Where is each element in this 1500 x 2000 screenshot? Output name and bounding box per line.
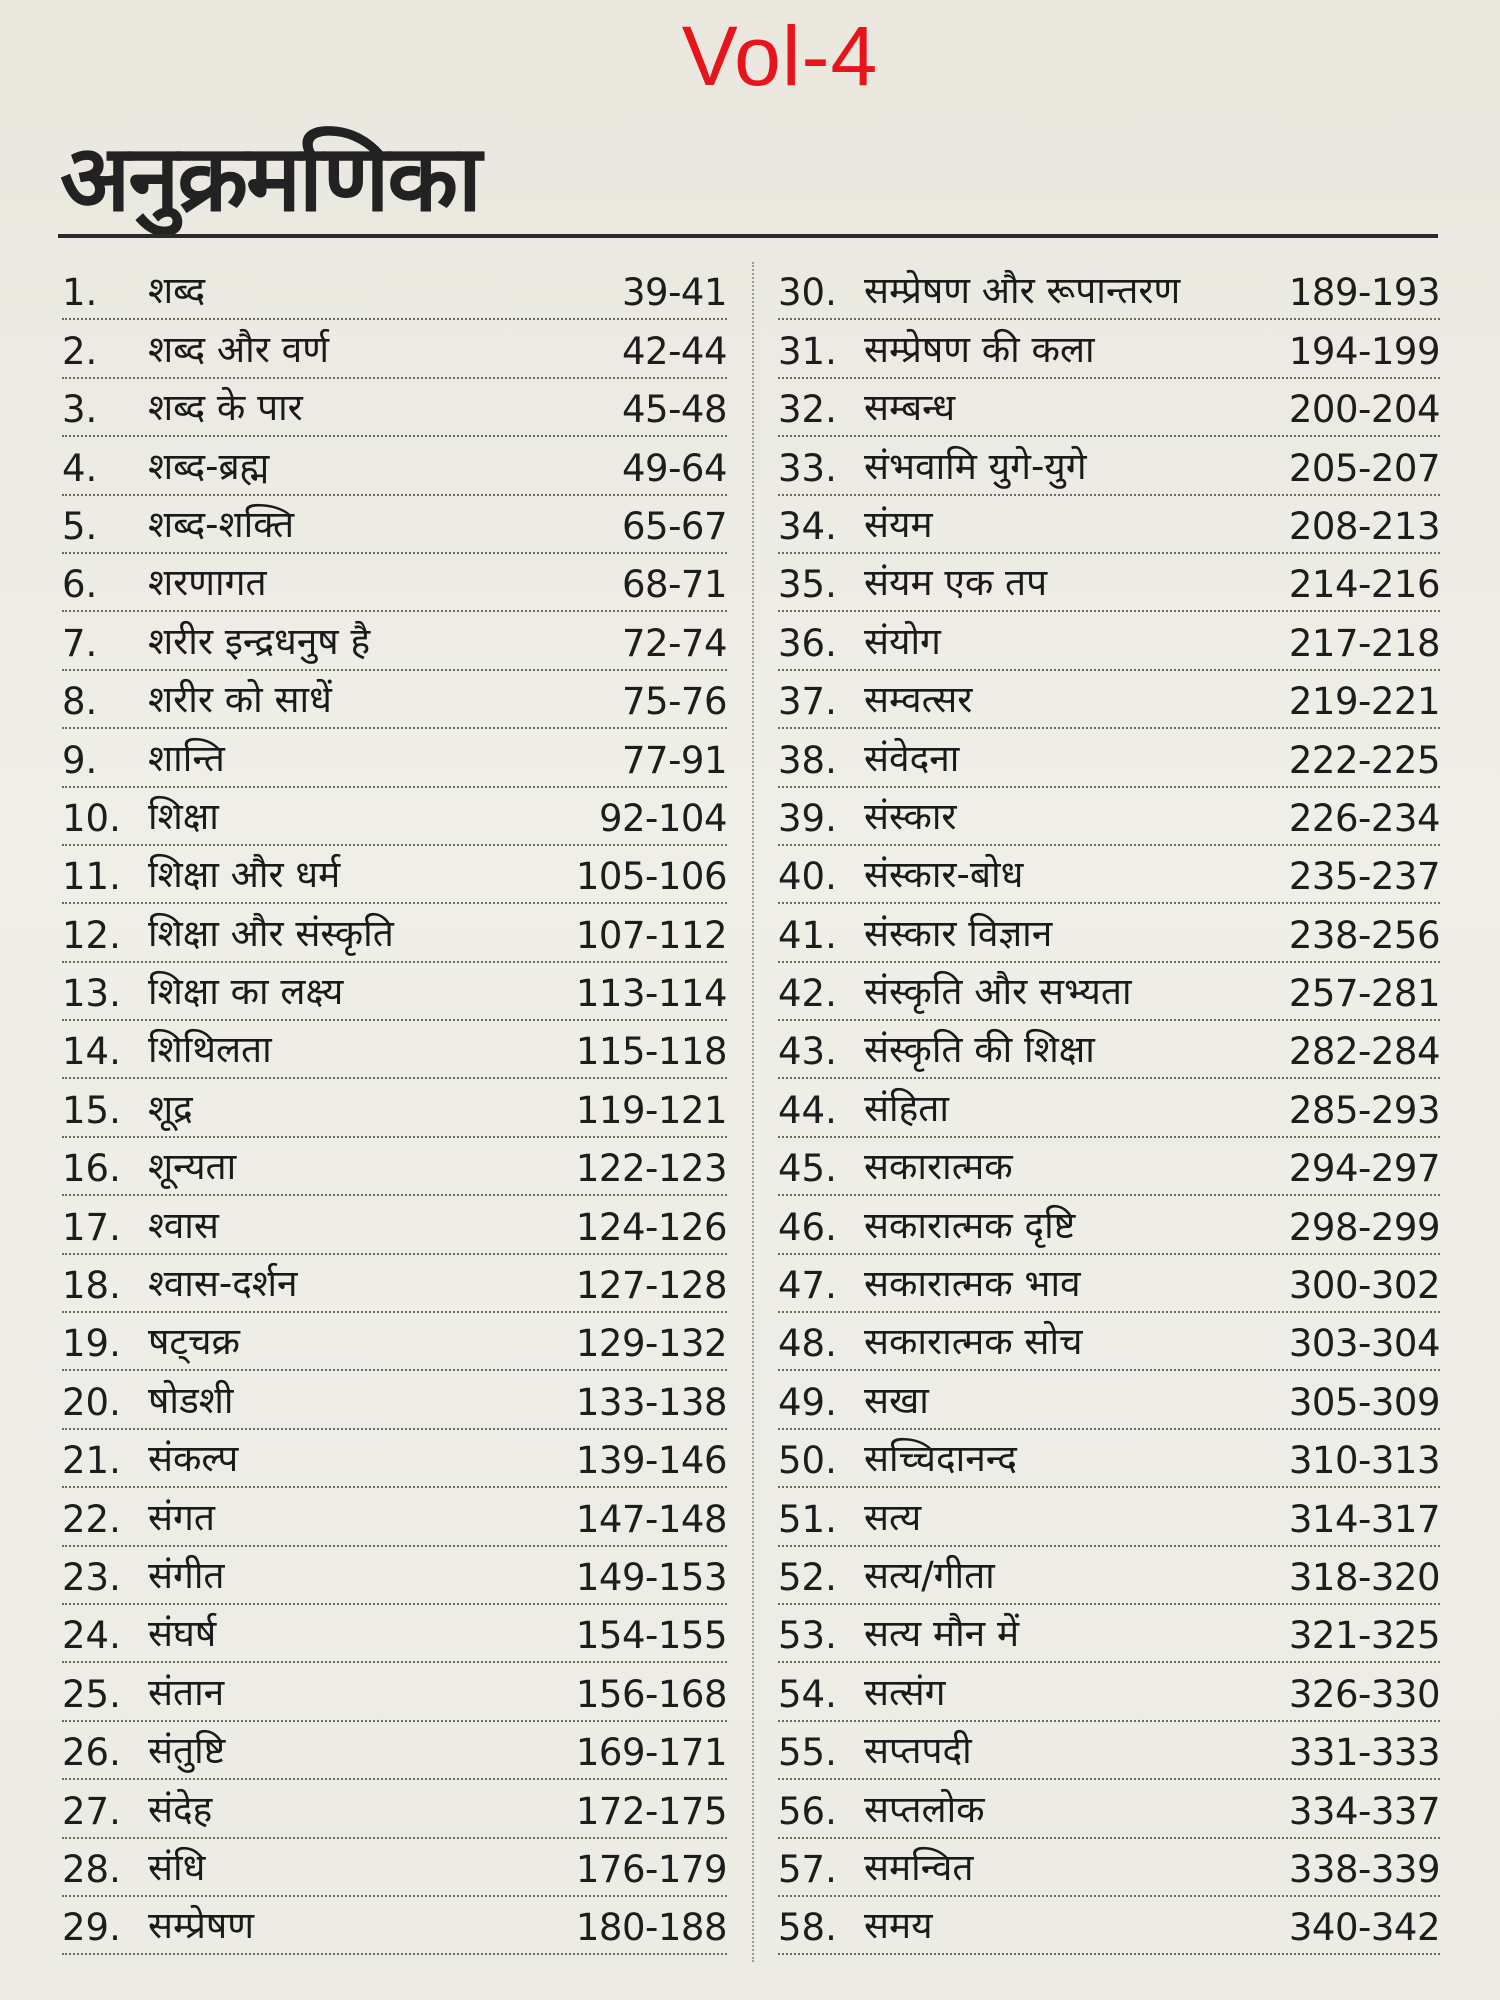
entry-title: संभवामि युगे-युगे (864, 444, 1087, 488)
entry-pages: 321-325 (1288, 1614, 1440, 1658)
index-entry (62, 1255, 727, 1313)
index-entry (62, 1313, 727, 1371)
index-entry (62, 1780, 727, 1838)
entry-number: 47. (778, 1264, 837, 1308)
entry-pages: 326-330 (1288, 1672, 1440, 1716)
entry-number: 39. (778, 796, 837, 840)
entry-pages: 282-284 (1288, 1030, 1440, 1074)
entry-pages: 222-225 (1288, 738, 1440, 782)
volume-label: Vol-4 (681, 9, 879, 103)
entry-number: 17. (62, 1205, 121, 1249)
entry-title: संस्कृति और सभ्यता (864, 970, 1132, 1014)
entry-title: शिक्षा (148, 794, 219, 838)
entry-title: शिक्षा और संस्कृति (148, 911, 394, 955)
entry-pages: 39-41 (621, 271, 727, 315)
entry-title: शिथिलता (148, 1028, 272, 1072)
entry-number: 13. (62, 972, 121, 1016)
index-entry (778, 1313, 1440, 1371)
entry-pages: 169-171 (575, 1731, 727, 1775)
index-entry (778, 1371, 1440, 1429)
entry-title: शब्द-ब्रह्म (148, 444, 270, 488)
index-column-left (62, 262, 727, 1955)
entry-pages: 205-207 (1288, 446, 1440, 490)
entry-pages: 149-153 (575, 1555, 727, 1599)
entry-pages: 124-126 (575, 1205, 727, 1249)
index-entry (62, 846, 727, 904)
entry-number: 25. (62, 1672, 121, 1716)
entry-title: शब्द और वर्ण (148, 327, 329, 371)
index-entry (778, 554, 1440, 612)
entry-pages: 238-256 (1288, 913, 1440, 957)
entry-title: शब्द के पार (148, 386, 303, 430)
entry-number: 3. (62, 388, 98, 432)
entry-title: सम्प्रेषण (148, 1904, 255, 1948)
entry-pages: 285-293 (1288, 1088, 1440, 1132)
entry-number: 45. (778, 1147, 837, 1191)
entry-number: 14. (62, 1030, 121, 1074)
index-entry (62, 1547, 727, 1605)
entry-number: 48. (778, 1322, 837, 1366)
entry-title: संकल्प (148, 1437, 239, 1481)
entry-pages: 294-297 (1288, 1147, 1440, 1191)
entry-number: 30. (778, 271, 837, 315)
index-entry (778, 1897, 1440, 1955)
index-entry (62, 262, 727, 320)
entry-pages: 314-317 (1288, 1497, 1440, 1541)
entry-pages: 172-175 (575, 1789, 727, 1833)
entry-title: श्वास-दर्शन (148, 1262, 298, 1306)
entry-title: षोडशी (148, 1378, 234, 1422)
entry-pages: 107-112 (575, 913, 727, 957)
index-entry (778, 612, 1440, 670)
entry-title: सम्प्रेषण और रूपान्तरण (864, 269, 1181, 313)
entry-number: 44. (778, 1088, 837, 1132)
entry-title: संतुष्टि (148, 1729, 226, 1773)
entry-number: 50. (778, 1439, 837, 1483)
entry-pages: 298-299 (1288, 1205, 1440, 1249)
index-entry (62, 963, 727, 1021)
entry-title: संस्कार विज्ञान (864, 911, 1053, 955)
entry-number: 33. (778, 446, 837, 490)
index-entry (778, 1605, 1440, 1663)
entry-pages: 49-64 (621, 446, 727, 490)
index-entry (778, 496, 1440, 554)
entry-pages: 115-118 (575, 1030, 727, 1074)
index-entry (778, 846, 1440, 904)
entry-pages: 194-199 (1288, 329, 1440, 373)
entry-title: शान्ति (148, 736, 225, 780)
index-entry (62, 671, 727, 729)
entry-pages: 72-74 (621, 621, 727, 665)
entry-title: शिक्षा का लक्ष्य (148, 970, 344, 1014)
entry-number: 10. (62, 796, 121, 840)
entry-title: षट्चक्र (148, 1320, 240, 1364)
entry-pages: 176-179 (575, 1847, 727, 1891)
index-entry (62, 379, 727, 437)
entry-number: 6. (62, 563, 98, 607)
index-entry (778, 671, 1440, 729)
entry-title: सकारात्मक सोच (864, 1320, 1083, 1364)
entry-pages: 219-221 (1288, 680, 1440, 724)
entry-pages: 105-106 (575, 855, 727, 899)
index-entry (62, 1663, 727, 1721)
entry-pages: 68-71 (621, 563, 727, 607)
entry-pages: 75-76 (621, 680, 727, 724)
index-entry (778, 963, 1440, 1021)
entry-number: 16. (62, 1147, 121, 1191)
entry-number: 41. (778, 913, 837, 957)
index-entry (62, 1897, 727, 1955)
index-entry (778, 1839, 1440, 1897)
entry-pages: 77-91 (621, 738, 727, 782)
entry-title: सम्प्रेषण की कला (864, 327, 1095, 371)
entry-pages: 189-193 (1288, 271, 1440, 315)
index-entry (62, 496, 727, 554)
entry-title: सप्तपदी (864, 1729, 972, 1773)
index-entry (62, 1430, 727, 1488)
index-entry (778, 1138, 1440, 1196)
index-entry (62, 1605, 727, 1663)
entry-number: 8. (62, 680, 98, 724)
entry-pages: 334-337 (1288, 1789, 1440, 1833)
index-entry (62, 1839, 727, 1897)
entry-title: सत्य (864, 1495, 922, 1539)
index-entry (62, 1021, 727, 1079)
entry-title: श्वास (148, 1203, 219, 1247)
entry-pages: 156-168 (575, 1672, 727, 1716)
entry-number: 42. (778, 972, 837, 1016)
entry-number: 31. (778, 329, 837, 373)
entry-title: सखा (864, 1378, 929, 1422)
index-entry (62, 1371, 727, 1429)
index-entry (778, 1780, 1440, 1838)
entry-number: 21. (62, 1439, 121, 1483)
entry-pages: 139-146 (575, 1439, 727, 1483)
entry-title: सम्बन्ध (864, 386, 956, 430)
entry-number: 27. (62, 1789, 121, 1833)
entry-title: संगत (148, 1495, 215, 1539)
index-entry (778, 904, 1440, 962)
column-divider (752, 262, 754, 1962)
index-entry (62, 1488, 727, 1546)
index-entry (778, 1547, 1440, 1605)
entry-pages: 133-138 (575, 1380, 727, 1424)
entry-pages: 65-67 (621, 504, 727, 548)
entry-title: शून्यता (148, 1145, 237, 1189)
index-entry (62, 729, 727, 787)
entry-number: 26. (62, 1731, 121, 1775)
entry-title: समय (864, 1904, 933, 1948)
index-entry (778, 379, 1440, 437)
entry-title: सत्संग (864, 1670, 946, 1714)
index-entry (778, 1196, 1440, 1254)
index-entry (778, 262, 1440, 320)
entry-pages: 340-342 (1288, 1906, 1440, 1950)
index-entry (62, 1196, 727, 1254)
entry-number: 58. (778, 1906, 837, 1950)
entry-number: 38. (778, 738, 837, 782)
entry-title: संवेदना (864, 736, 960, 780)
entry-title: संस्कार (864, 794, 957, 838)
entry-number: 24. (62, 1614, 121, 1658)
entry-pages: 331-333 (1288, 1731, 1440, 1775)
entry-pages: 300-302 (1288, 1264, 1440, 1308)
entry-title: शब्द-शक्ति (148, 502, 295, 546)
index-entry (778, 437, 1440, 495)
index-entry (778, 1722, 1440, 1780)
entry-number: 49. (778, 1380, 837, 1424)
entry-number: 23. (62, 1555, 121, 1599)
entry-pages: 122-123 (575, 1147, 727, 1191)
entry-number: 52. (778, 1555, 837, 1599)
index-entry (62, 320, 727, 378)
page-title: अनुक्रमणिका (60, 125, 480, 232)
entry-number: 55. (778, 1731, 837, 1775)
entry-title: संस्कृति की शिक्षा (864, 1028, 1095, 1072)
index-entry (778, 1079, 1440, 1137)
entry-pages: 147-148 (575, 1497, 727, 1541)
entry-pages: 226-234 (1288, 796, 1440, 840)
index-entry (778, 1255, 1440, 1313)
entry-title: सप्तलोक (864, 1787, 985, 1831)
entry-number: 11. (62, 855, 121, 899)
entry-title: संहिता (864, 1086, 949, 1130)
index-entry (778, 1021, 1440, 1079)
entry-pages: 154-155 (575, 1614, 727, 1658)
entry-pages: 303-304 (1288, 1322, 1440, 1366)
entry-number: 28. (62, 1847, 121, 1891)
index-column-right (778, 262, 1440, 1955)
entry-number: 32. (778, 388, 837, 432)
entry-number: 7. (62, 621, 98, 665)
entry-number: 53. (778, 1614, 837, 1658)
index-entry (62, 788, 727, 846)
entry-pages: 310-313 (1288, 1439, 1440, 1483)
index-entry (62, 904, 727, 962)
entry-pages: 129-132 (575, 1322, 727, 1366)
entry-number: 46. (778, 1205, 837, 1249)
index-entry (62, 1138, 727, 1196)
entry-number: 51. (778, 1497, 837, 1541)
entry-title: सकारात्मक दृष्टि (864, 1203, 1076, 1247)
entry-pages: 318-320 (1288, 1555, 1440, 1599)
index-entry (62, 1079, 727, 1137)
entry-title: संयोग (864, 619, 941, 663)
entry-title: सत्य मौन में (864, 1612, 1020, 1656)
entry-number: 9. (62, 738, 98, 782)
entry-number: 1. (62, 271, 98, 315)
index-entry (778, 729, 1440, 787)
entry-number: 2. (62, 329, 98, 373)
entry-pages: 127-128 (575, 1264, 727, 1308)
entry-title: सकारात्मक भाव (864, 1262, 1081, 1306)
entry-title: शूद्र (148, 1086, 193, 1130)
entry-pages: 217-218 (1288, 621, 1440, 665)
entry-number: 19. (62, 1322, 121, 1366)
index-entry (778, 320, 1440, 378)
entry-pages: 180-188 (575, 1906, 727, 1950)
entry-number: 15. (62, 1088, 121, 1132)
entry-number: 57. (778, 1847, 837, 1891)
entry-number: 5. (62, 504, 98, 548)
entry-number: 12. (62, 913, 121, 957)
index-entry (778, 1663, 1440, 1721)
entry-number: 36. (778, 621, 837, 665)
entry-pages: 45-48 (621, 388, 727, 432)
entry-title: शरीर को साधें (148, 678, 332, 722)
entry-title: संयम एक तप (864, 561, 1048, 605)
entry-title: संस्कार-बोध (864, 853, 1024, 897)
entry-pages: 113-114 (575, 972, 727, 1016)
entry-title: सकारात्मक (864, 1145, 1013, 1189)
index-entry (62, 554, 727, 612)
entry-number: 20. (62, 1380, 121, 1424)
title-rule (58, 234, 1438, 238)
entry-pages: 214-216 (1288, 563, 1440, 607)
entry-title: शिक्षा और धर्म (148, 853, 341, 897)
index-entry (62, 612, 727, 670)
entry-pages: 92-104 (598, 796, 727, 840)
entry-number: 29. (62, 1906, 121, 1950)
index-entry (62, 1722, 727, 1780)
entry-number: 18. (62, 1264, 121, 1308)
entry-title: समन्वित (864, 1845, 974, 1889)
entry-title: संधि (148, 1845, 206, 1889)
entry-number: 40. (778, 855, 837, 899)
entry-number: 43. (778, 1030, 837, 1074)
entry-title: शरीर इन्द्रधनुष है (148, 619, 371, 663)
entry-pages: 200-204 (1288, 388, 1440, 432)
entry-number: 56. (778, 1789, 837, 1833)
entry-pages: 119-121 (575, 1088, 727, 1132)
index-entry (778, 788, 1440, 846)
index-entry (778, 1430, 1440, 1488)
entry-number: 4. (62, 446, 98, 490)
entry-number: 34. (778, 504, 837, 548)
index-entry (778, 1488, 1440, 1546)
entry-title: सम्वत्सर (864, 678, 973, 722)
entry-pages: 338-339 (1288, 1847, 1440, 1891)
entry-title: शब्द (148, 269, 206, 313)
entry-pages: 42-44 (621, 329, 727, 373)
entry-title: संयम (864, 502, 933, 546)
entry-title: संतान (148, 1670, 225, 1714)
entry-title: संघर्ष (148, 1612, 217, 1656)
entry-title: संदेह (148, 1787, 213, 1831)
entry-title: संगीत (148, 1553, 225, 1597)
entry-number: 54. (778, 1672, 837, 1716)
entry-pages: 208-213 (1288, 504, 1440, 548)
entry-title: सच्चिदानन्द (864, 1437, 1017, 1481)
entry-number: 35. (778, 563, 837, 607)
entry-pages: 305-309 (1288, 1380, 1440, 1424)
index-entry (62, 437, 727, 495)
entry-pages: 257-281 (1288, 972, 1440, 1016)
entry-number: 37. (778, 680, 837, 724)
entry-pages: 235-237 (1288, 855, 1440, 899)
entry-title: शरणागत (148, 561, 267, 605)
entry-number: 22. (62, 1497, 121, 1541)
entry-title: सत्य/गीता (864, 1553, 995, 1597)
